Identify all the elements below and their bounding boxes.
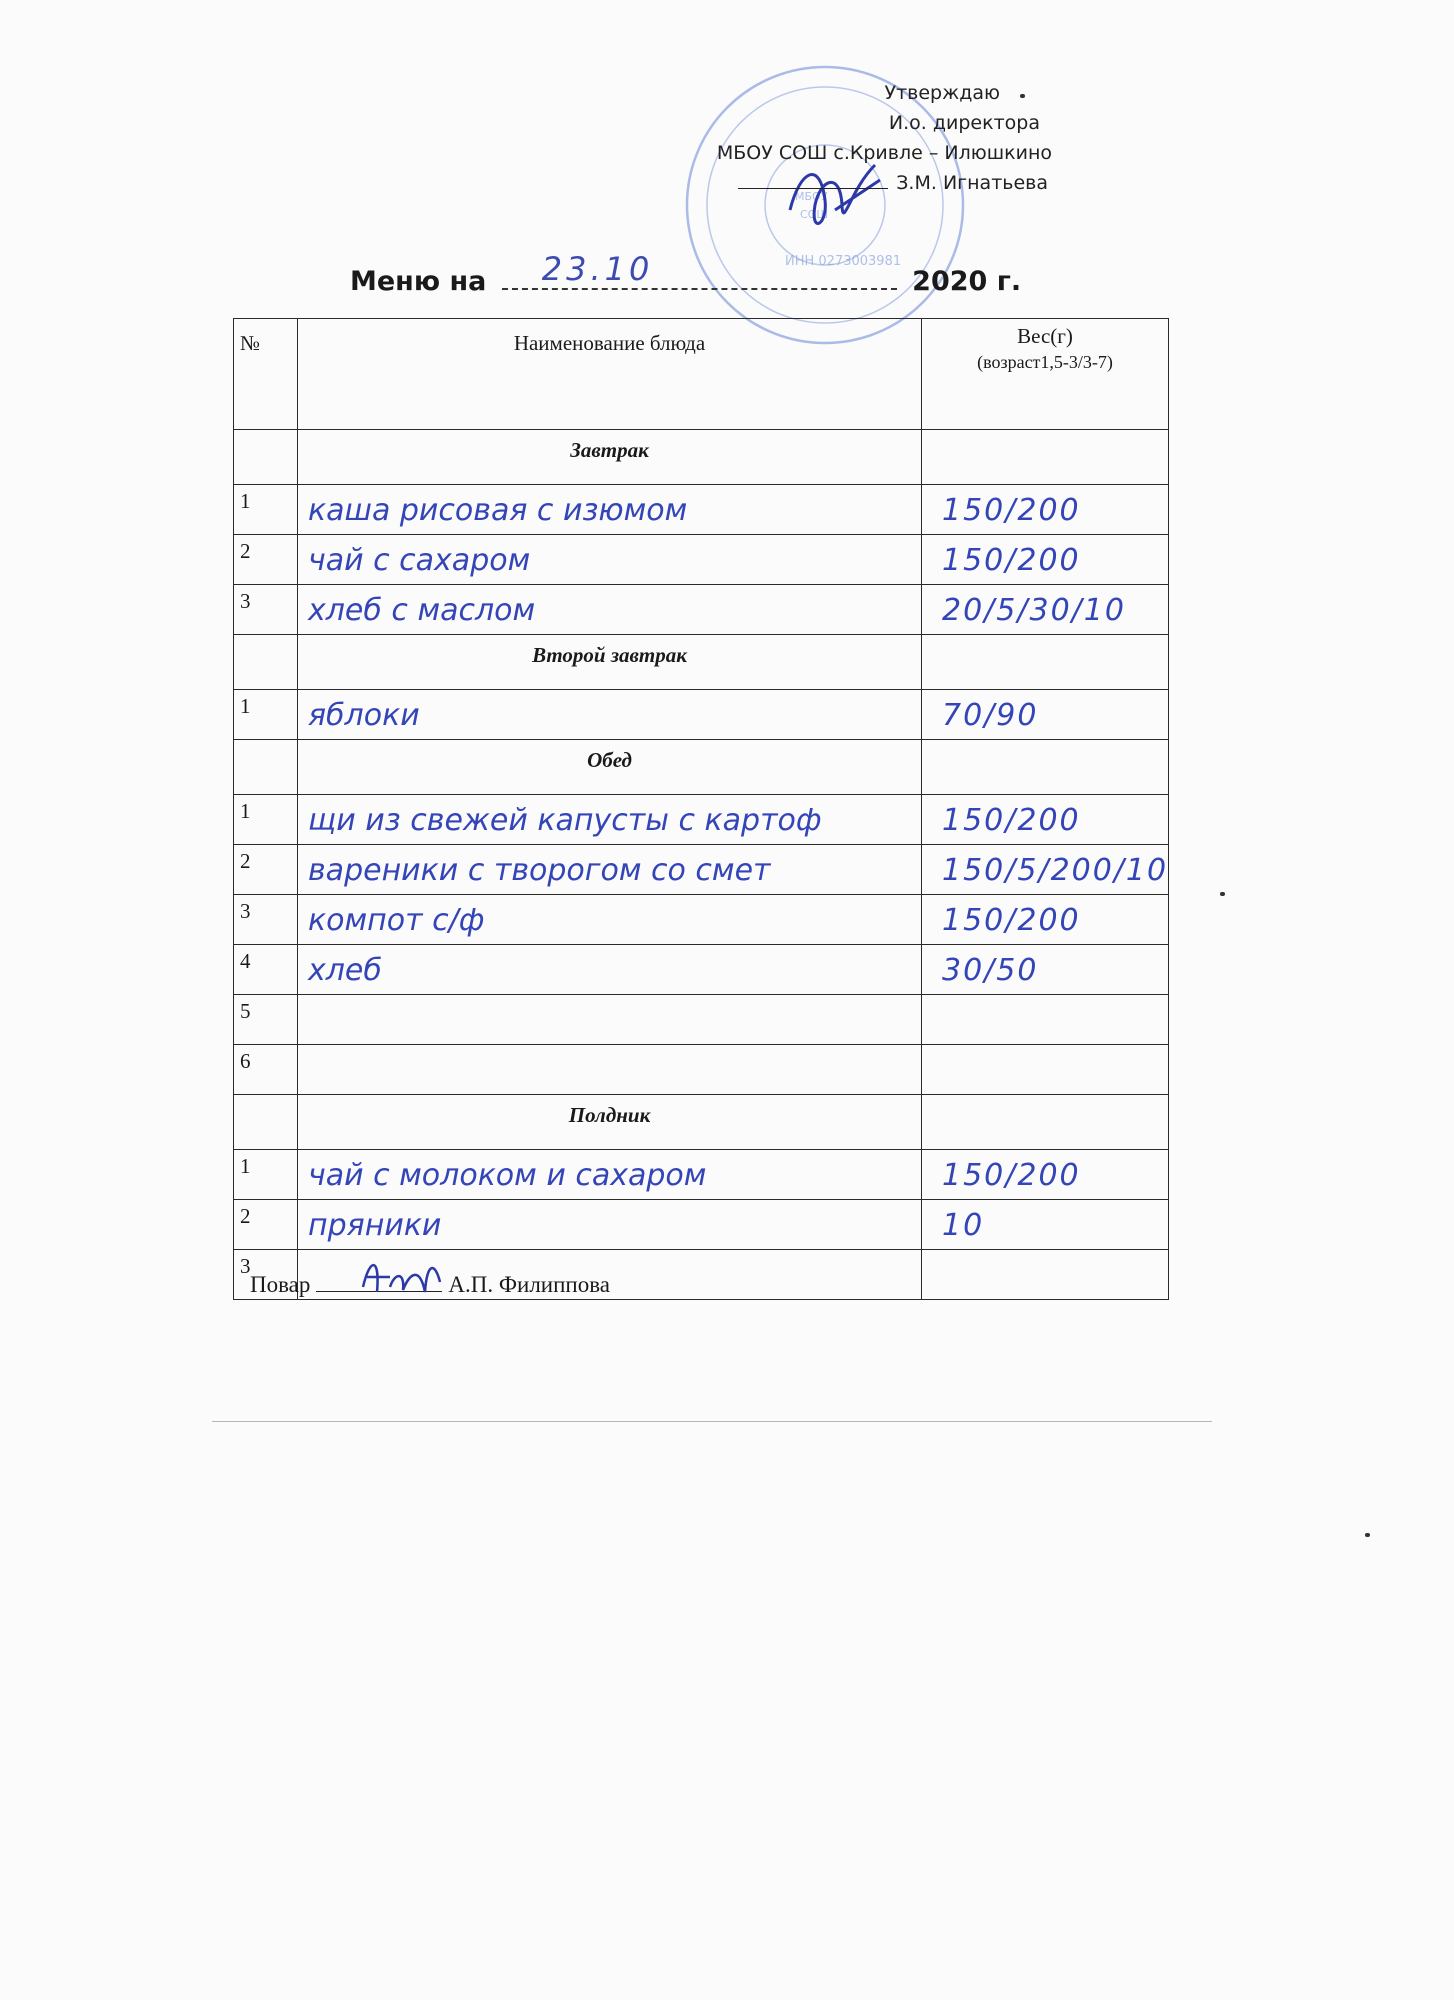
section-title: Полдник xyxy=(298,1095,922,1150)
section-num-cell xyxy=(234,635,298,690)
item-number: 3 xyxy=(234,585,298,635)
item-dish-name: щи из свежей капусты с картоф xyxy=(308,803,822,838)
section-weight-cell xyxy=(922,635,1169,690)
section-title: Второй завтрак xyxy=(298,635,922,690)
section-title: Обед xyxy=(298,740,922,795)
item-number: 1 xyxy=(234,690,298,740)
table-row xyxy=(234,690,1169,740)
scan-speck xyxy=(1365,1533,1370,1537)
item-weight-cell xyxy=(922,845,1169,895)
item-weight-cell xyxy=(922,895,1169,945)
item-dish-cell xyxy=(298,1150,922,1200)
svg-text:МБОУ: МБОУ xyxy=(795,190,828,203)
menu-body xyxy=(234,430,1169,1300)
item-number: 2 xyxy=(234,535,298,585)
section-row xyxy=(234,635,1169,690)
scan-speck xyxy=(1220,892,1225,896)
item-number: 1 xyxy=(234,1150,298,1200)
cook-name: А.П. Филиппова xyxy=(448,1272,610,1297)
cook-label: Повар xyxy=(250,1272,311,1297)
signature-line xyxy=(738,170,888,189)
item-dish-cell xyxy=(298,535,922,585)
item-dish-cell xyxy=(298,795,922,845)
item-weight-cell xyxy=(922,995,1169,1045)
item-number: 3 xyxy=(234,895,298,945)
item-dish-cell xyxy=(298,945,922,995)
item-number: 6 xyxy=(234,1045,298,1095)
item-dish-name: вареники с творогом со смет xyxy=(308,853,771,888)
table-header-row xyxy=(234,319,1169,430)
table-row xyxy=(234,485,1169,535)
item-weight: 150/200 xyxy=(942,903,1081,938)
menu-table xyxy=(233,318,1169,1300)
section-row xyxy=(234,430,1169,485)
header-weight-label: Вес(г) xyxy=(1017,324,1073,348)
table-row xyxy=(234,1150,1169,1200)
header-dish-name: Наименование блюда xyxy=(298,319,922,430)
section-row xyxy=(234,1095,1169,1150)
item-dish-cell xyxy=(298,845,922,895)
item-dish-cell xyxy=(298,1200,922,1250)
item-dish-name: чай с сахаром xyxy=(308,543,531,578)
table-row xyxy=(234,795,1169,845)
item-weight-cell xyxy=(922,585,1169,635)
item-number: 1 xyxy=(234,485,298,535)
item-dish-name: чай с молоком и сахаром xyxy=(308,1158,707,1193)
header-number: № xyxy=(234,319,298,430)
approval-line-position: И.о. директора xyxy=(888,112,1040,134)
item-number: 4 xyxy=(234,945,298,995)
approval-block xyxy=(660,78,1060,198)
table-row xyxy=(234,585,1169,635)
item-dish-name: яблоки xyxy=(308,698,420,733)
section-weight-cell xyxy=(922,740,1169,795)
item-number: 1 xyxy=(234,795,298,845)
item-weight-cell xyxy=(922,1150,1169,1200)
item-weight-cell xyxy=(922,1045,1169,1095)
approval-line-director xyxy=(660,168,1048,198)
header-weight xyxy=(922,319,1169,430)
section-num-cell xyxy=(234,1095,298,1150)
table-row xyxy=(234,535,1169,585)
item-dish-name: хлеб xyxy=(308,953,382,988)
item-dish-cell xyxy=(298,995,922,1045)
item-weight: 20/5/30/10 xyxy=(942,593,1126,628)
item-weight-cell xyxy=(922,1250,1169,1300)
table-row xyxy=(234,995,1169,1045)
item-number: 3 xyxy=(234,1250,298,1300)
item-weight-cell xyxy=(922,1200,1169,1250)
section-num-cell xyxy=(234,740,298,795)
svg-text:ИНН 0273003981: ИНН 0273003981 xyxy=(785,254,902,269)
item-weight: 150/200 xyxy=(942,1158,1081,1193)
item-weight-cell xyxy=(922,945,1169,995)
approval-line-approve: Утверждаю xyxy=(884,82,1000,104)
date-handwritten: 23.10 xyxy=(541,250,654,288)
item-weight: 150/200 xyxy=(942,493,1081,528)
item-weight-cell xyxy=(922,690,1169,740)
svg-text:СОШ: СОШ xyxy=(800,208,829,221)
item-dish-cell xyxy=(298,895,922,945)
table-row xyxy=(234,1045,1169,1095)
item-weight: 70/90 xyxy=(942,698,1039,733)
table-row xyxy=(234,895,1169,945)
item-weight: 10 xyxy=(942,1208,985,1243)
item-weight-cell xyxy=(922,795,1169,845)
item-dish-name: пряники xyxy=(308,1208,442,1243)
table-row xyxy=(234,845,1169,895)
page-divider xyxy=(212,1421,1212,1422)
item-weight-cell xyxy=(922,485,1169,535)
item-weight-cell xyxy=(922,535,1169,585)
item-weight: 150/5/200/10 xyxy=(942,853,1169,888)
cook-signature xyxy=(355,1252,445,1302)
approval-line-school: МБОУ СОШ с.Кривле – Илюшкино xyxy=(716,142,1052,164)
item-dish-name: хлеб с маслом xyxy=(308,593,536,628)
item-weight: 30/50 xyxy=(942,953,1039,988)
item-weight: 150/200 xyxy=(942,803,1081,838)
item-dish-name: компот с/ф xyxy=(308,903,485,938)
item-dish-name: каша рисовая с изюмом xyxy=(308,493,688,528)
item-dish-cell xyxy=(298,1045,922,1095)
item-number: 2 xyxy=(234,1200,298,1250)
header-weight-age: (возраст1,5-3/3-7) xyxy=(977,352,1113,372)
item-weight: 150/200 xyxy=(942,543,1081,578)
table-row xyxy=(234,945,1169,995)
item-dish-cell xyxy=(298,690,922,740)
item-number: 5 xyxy=(234,995,298,1045)
section-num-cell xyxy=(234,430,298,485)
section-title: Завтрак xyxy=(298,430,922,485)
title-year: 2020 г. xyxy=(912,266,1022,297)
section-weight-cell xyxy=(922,430,1169,485)
section-weight-cell xyxy=(922,1095,1169,1150)
title-prefix: Меню на xyxy=(350,266,487,297)
director-name: З.М. Игнатьева xyxy=(896,172,1048,194)
item-dish-cell xyxy=(298,485,922,535)
scan-speck xyxy=(1020,94,1025,98)
section-row xyxy=(234,740,1169,795)
table-row xyxy=(234,1200,1169,1250)
item-dish-cell xyxy=(298,585,922,635)
item-number: 2 xyxy=(234,845,298,895)
